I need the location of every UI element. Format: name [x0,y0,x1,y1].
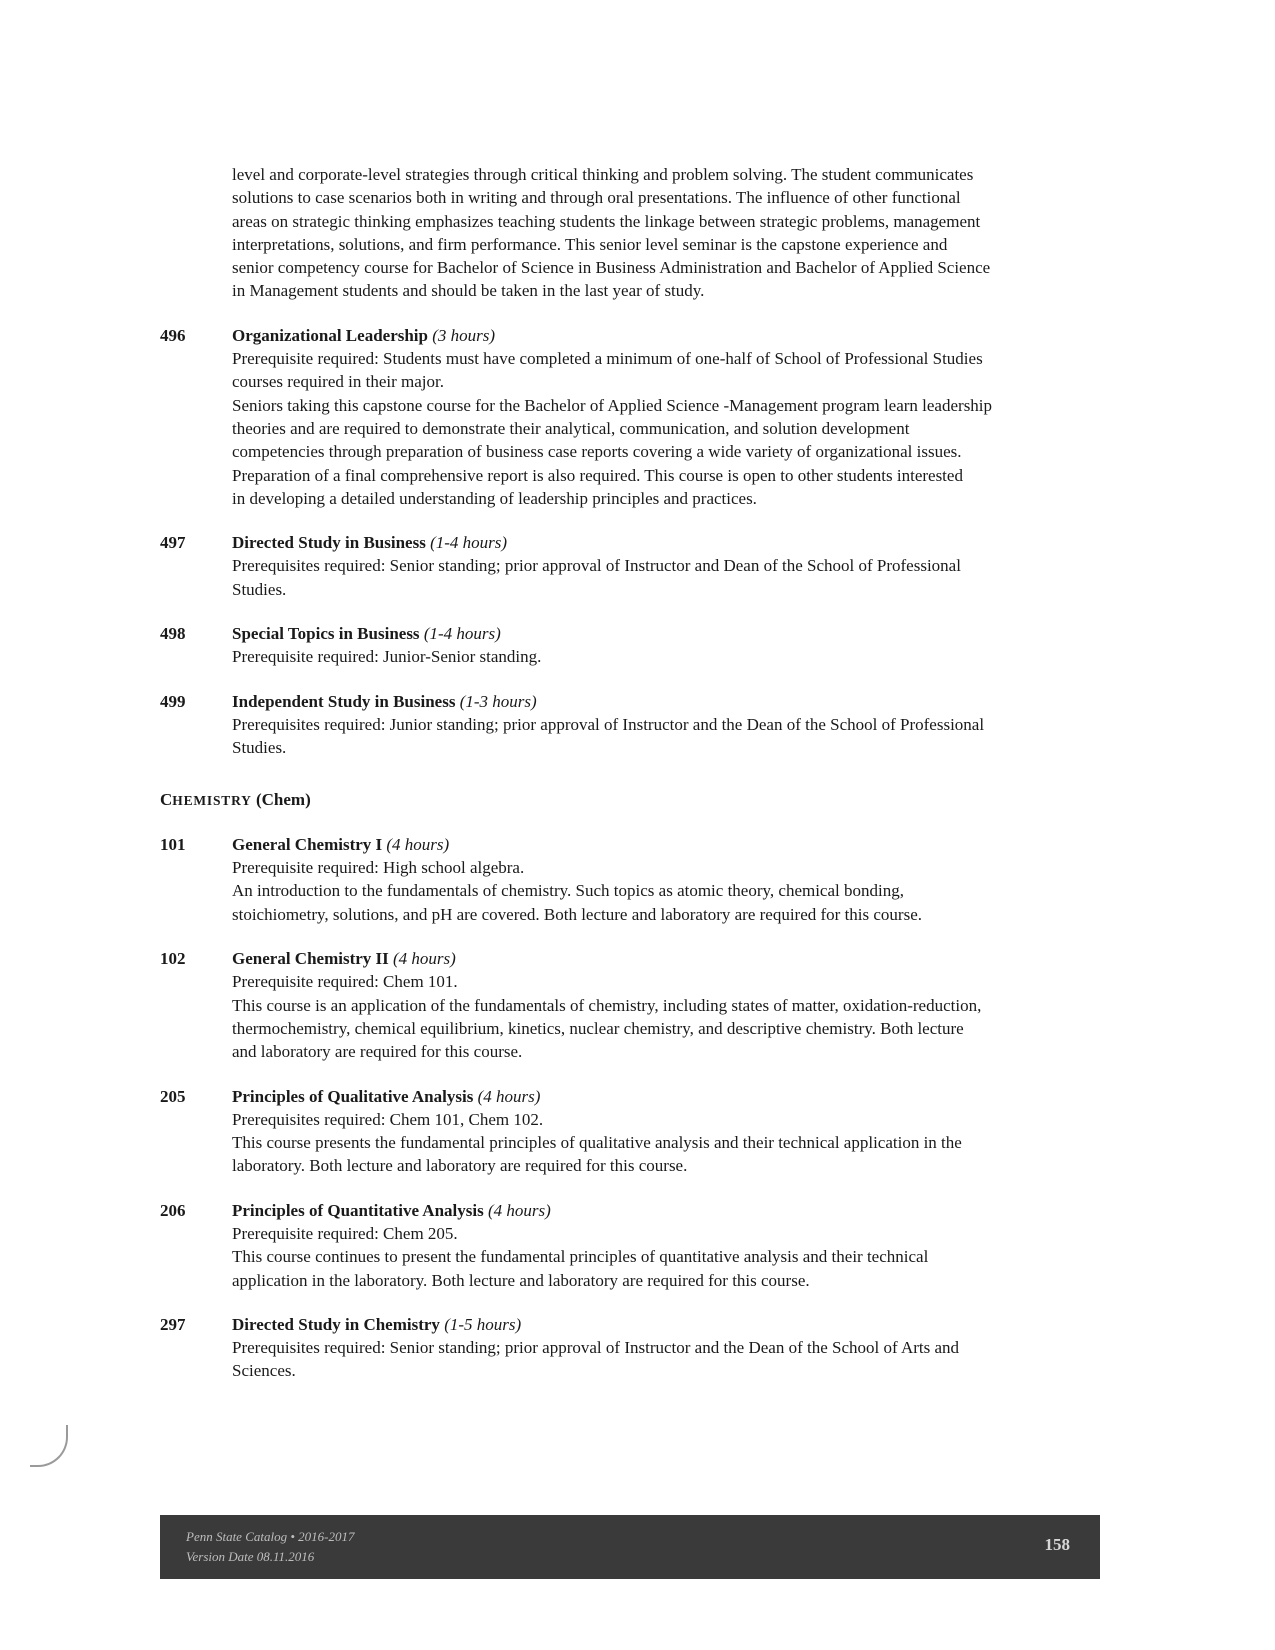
course-description-line: Prerequisite required: Chem 101. [232,972,458,992]
course-number: 102 [160,949,186,969]
course-number: 206 [160,1200,186,1220]
course-heading [232,531,1100,554]
footer-version-date: Version Date 08.11.2016 [186,1549,315,1564]
course-description-line: laboratory. Both lecture and laboratory are required for this course. [232,1156,688,1176]
course-description-line: in developing a detailed understanding of leadership principles and practices. [232,488,757,508]
course-number: 297 [160,1314,186,1334]
course-body [232,1313,1100,1383]
intro-line: interpretations, solutions, and firm performance. This senior level seminar is the capstone experience and [232,234,948,254]
course-description-line: Studies. [232,579,287,599]
course-hours: (4 hours) [487,1200,551,1220]
course-hours: (4 hours) [386,834,450,854]
course-description-line: application in the laboratory. Both lecture and laboratory are required for this course. [232,1270,810,1290]
course-body [232,690,1100,760]
course-number: 101 [160,834,186,854]
course-body [232,531,1100,601]
course-title: Principles of Quantitative Analysis [232,1200,484,1220]
course-heading [232,324,1100,347]
course-body [232,1085,1100,1178]
scan-artifact [30,1425,68,1467]
course-description-line: Preparation of a final comprehensive report is also required. This course is open to other students interested [232,465,963,485]
course-heading [232,1313,1100,1336]
course-title: Directed Study in Chemistry [232,1314,440,1334]
intro-line: solutions to case scenarios both in writing and through oral presentations. The influence of other functional [232,188,961,208]
course-entry [160,1085,1100,1178]
course-description-line: Sciences. [232,1361,296,1381]
course-hours: (4 hours) [393,949,456,969]
course-description-line: thermochemistry, chemical equilibrium, kinetics, nuclear chemistry, and descriptive chemistry. Both lecture [232,1018,964,1038]
course-description-line: Prerequisites required: Junior standing; prior approval of Instructor and the Dean of the School of Professional [232,714,985,734]
course-title: General Chemistry II [232,949,389,969]
course-hours: (1-4 hours) [423,624,501,644]
course-description-line: An introduction to the fundamentals of chemistry. Such topics as atomic theory, chemical bonding, [232,881,904,901]
course-title: Independent Study in Business [232,691,456,711]
course-hours: (1-3 hours) [459,691,537,711]
course-description-line: Seniors taking this capstone course for the Bachelor of Applied Science -Management program learn leadership [232,395,993,415]
course-number: 499 [160,691,186,711]
course-entry [160,947,1100,1063]
chemistry-course-list [160,833,1100,1383]
course-description-line: This course is an application of the fundamentals of chemistry, including states of matter, oxidation-reduction, [232,995,982,1015]
catalog-content [160,163,1100,1383]
course-body [232,947,1100,1063]
course-body [232,1199,1100,1292]
course-hours: (1-4 hours) [430,533,508,553]
course-description-line: Prerequisites required: Senior standing; prior approval of Instructor and the Dean of the School of Arts and [232,1338,960,1358]
section-heading-chemistry [160,788,1100,812]
course-heading [232,833,1100,856]
course-number: 497 [160,533,186,553]
course-entry [160,1313,1100,1383]
course-heading [232,622,1100,645]
course-description-line: theories and are required to demonstrate their analytical, communication, and solution development [232,418,910,438]
course-description-line: Prerequisite required: Chem 205. [232,1223,458,1243]
course-description-line: Prerequisites required: Senior standing; prior approval of Instructor and Dean of the School of Professional [232,556,961,576]
course-entry [160,690,1100,760]
course-entry [160,531,1100,601]
course-entry [160,1199,1100,1292]
section-heading-abbr: (Chem) [255,789,311,809]
intro-paragraph [232,163,1100,303]
course-heading [232,690,1100,713]
section-heading-rest: HEMISTRY [172,792,252,808]
course-number: 205 [160,1086,186,1106]
course-description-line: This course continues to present the fundamental principles of quantitative analysis and their technical [232,1247,929,1267]
course-description-line: and laboratory are required for this course. [232,1042,523,1062]
course-entry [160,622,1100,669]
course-title: General Chemistry I [232,834,383,854]
course-hours: (4 hours) [477,1086,541,1106]
course-title: Principles of Qualitative Analysis [232,1086,474,1106]
course-description-line: competencies through preparation of business case reports covering a wide variety of organizational issues. [232,442,962,462]
footer-catalog-info [186,1527,354,1567]
course-body [232,833,1100,926]
section-heading-initial: C [160,789,173,809]
course-entry [160,833,1100,926]
intro-line: in Management students and should be taken in the last year of study. [232,281,705,301]
course-title: Organizational Leadership [232,325,428,345]
business-course-list [160,324,1100,760]
course-description-line: Prerequisites required: Chem 101, Chem 102. [232,1109,544,1129]
course-description-line: This course presents the fundamental principles of qualitative analysis and their technical application in the [232,1133,962,1153]
course-hours: (1-5 hours) [444,1314,522,1334]
course-number: 496 [160,325,186,345]
course-description-line: Prerequisite required: Students must have completed a minimum of one-half of School of Professional Studies [232,349,983,369]
course-title: Special Topics in Business [232,624,420,644]
course-heading [232,1085,1100,1108]
course-title: Directed Study in Business [232,533,426,553]
course-heading [232,947,1100,970]
course-body [232,622,1100,669]
course-heading [232,1199,1100,1222]
course-number: 498 [160,624,186,644]
footer-catalog-title: Penn State Catalog • 2016-2017 [186,1529,355,1544]
course-body [232,324,1100,510]
page-number: 158 [1044,1535,1070,1554]
course-description-line: stoichiometry, solutions, and pH are covered. Both lecture and laboratory are required for this course. [232,904,923,924]
course-description-line: Studies. [232,738,287,758]
page-footer [160,1515,1100,1579]
intro-line: areas on strategic thinking emphasizes teaching students the linkage between strategic problems, management [232,211,981,231]
intro-line: senior competency course for Bachelor of Science in Business Administration and Bachelor of Applied Science [232,258,991,278]
course-entry [160,324,1100,510]
course-hours: (3 hours) [432,325,496,345]
intro-line: level and corporate-level strategies through critical thinking and problem solving. The student communicates [232,165,974,184]
course-description-line: courses required in their major. [232,372,444,392]
course-description-line: Prerequisite required: Junior-Senior standing. [232,647,542,667]
course-description-line: Prerequisite required: High school algebra. [232,858,525,878]
